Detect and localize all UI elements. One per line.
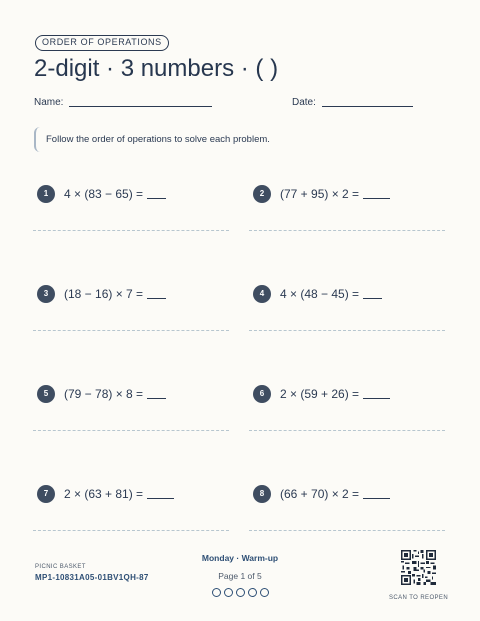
problem-number-badge: 7 [37,485,55,503]
answer-blank[interactable] [147,498,174,499]
worksheet-code: MP1-10831A05-01BV1QH-87 [35,573,149,582]
answer-blank[interactable] [363,198,390,199]
page-dot[interactable] [212,588,221,597]
problem-expression: (79 − 78) × 8 = [64,387,144,401]
work-space-line [33,430,229,431]
problem-number-badge: 1 [37,185,55,203]
name-field[interactable] [69,106,212,107]
answer-blank[interactable] [363,298,382,299]
answer-blank[interactable] [147,398,166,399]
page-title: 2-digit · 3 numbers · ( ) [34,55,279,82]
problem-number-badge: 5 [37,385,55,403]
problem-expression-line [64,187,166,201]
page-dots [170,588,310,597]
problem-expression: 4 × (83 − 65) = [64,187,144,201]
session-label: Monday · Warm-up [201,553,279,563]
name-label: Name: [34,97,64,108]
problem-number-badge: 2 [253,185,271,203]
footer-session-block [170,553,310,597]
work-space-line [249,330,445,331]
problem-expression: 2 × (63 + 81) = [64,487,144,501]
date-label: Date: [292,97,316,108]
answer-blank[interactable] [147,298,166,299]
problem-expression-line [64,487,174,501]
brand-name: PICNIC BASKET [35,564,86,570]
footer-brand-block [35,564,149,582]
page-dot[interactable] [248,588,257,597]
problem-number-badge: 8 [253,485,271,503]
problem-expression-line [64,287,166,301]
problem-expression-line [64,387,166,401]
problem-expression-line [280,387,390,401]
answer-blank[interactable] [363,498,390,499]
page-indicator: Page 1 of 5 [218,571,262,581]
problem-expression: 2 × (59 + 26) = [280,387,360,401]
date-field[interactable] [322,106,413,107]
problem-expression: (77 + 95) × 2 = [280,187,360,201]
problem-expression: (66 + 70) × 2 = [280,487,360,501]
work-space-line [249,530,445,531]
problem-number-badge: 4 [253,285,271,303]
work-space-line [33,330,229,331]
problem-expression-line [280,187,390,201]
problem-expression-line [280,287,382,301]
problem-expression: 4 × (48 − 45) = [280,287,360,301]
qr-code-icon[interactable] [401,550,436,585]
page-dot[interactable] [236,588,245,597]
problem-expression-line [280,487,390,501]
topic-tag: ORDER OF OPERATIONS [35,35,169,51]
work-space-line [249,430,445,431]
problem-number-badge: 3 [37,285,55,303]
problem-expression: (18 − 16) × 7 = [64,287,144,301]
problem-number-badge: 6 [253,385,271,403]
answer-blank[interactable] [363,398,390,399]
work-space-line [33,530,229,531]
page-dot[interactable] [260,588,269,597]
scan-label: SCAN TO REOPEN [389,595,449,601]
instructions-callout: Follow the order of operations to solve each problem. [34,127,446,152]
work-space-line [33,230,229,231]
qr-block [389,550,447,601]
work-space-line [249,230,445,231]
answer-blank[interactable] [147,198,166,199]
page-dot[interactable] [224,588,233,597]
